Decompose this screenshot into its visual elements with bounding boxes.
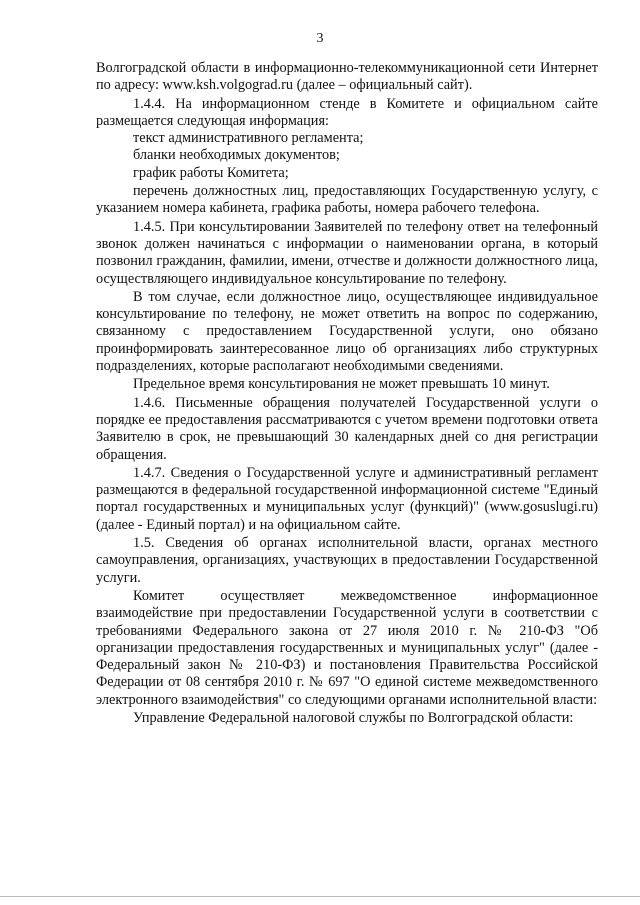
paragraph: Управление Федеральной налоговой службы по Волгоградской области: xyxy=(133,709,574,726)
paragraph: Предельное время консультирования не может превышать 10 минут. xyxy=(133,376,550,393)
paragraph: 1.4.6. Письменные обращения получателей Государственной услуги о порядке ее предоставления рассматриваются с учетом времени подготовки ответа Заявителю в срок, не превышающий 30 календарных дней со дня регистрации обращения. xyxy=(96,394,598,463)
document-body xyxy=(96,60,598,727)
page-number: 3 xyxy=(316,31,324,46)
page-bottom-edge xyxy=(0,896,640,897)
paragraph: перечень должностных лиц, предоставляющих Государственную услугу, с указанием номера кабинета, графика работы, номера рабочего телефона. xyxy=(96,183,598,217)
paragraph: 1.4.7. Сведения о Государственной услуге и административный регламент размещаются в федеральной государственной информационной системе "Единый портал государственных и муниципальных услуг (функций)" (www.gosuslugi.ru) (далее - Единый портал) и на официальном сайте. xyxy=(96,464,598,533)
paragraph: 1.5. Сведения об органах исполнительной власти, органах местного самоуправления, организациях, участвующих в предоставлении Государственной услуги. xyxy=(96,535,598,586)
paragraph: 1.4.5. При консультировании Заявителей по телефону ответ на телефонный звонок должен начинаться с информации о наименовании органа, в который позвонил гражданин, фамилии, имени, отчестве и должности должностного лица, осуществляющего индивидуальное консультирование по телефону. xyxy=(96,218,598,287)
paragraph: Волгоградской области в информационно-телекоммуникационной сети Интернет по адресу: www.ksh.volgograd.ru (далее – официальный сайт). xyxy=(96,60,598,94)
paragraph: В том случае, если должностное лицо, осуществляющее индивидуальное консультирование по телефону, не может ответить на вопрос по содержанию, связанному с предоставлением Государственной услуги, оно обязано проинформировать заинтересованное лицо об организациях либо структурных подразделениях, которые располагают необходимыми сведениями. xyxy=(96,288,598,375)
paragraph: 1.4.4. На информационном стенде в Комитете и официальном сайте размещается следующая информация: xyxy=(96,95,598,129)
list-item: текст административного регламента; xyxy=(133,130,364,147)
paragraph: Комитет осуществляет межведомственное информационное взаимодействие при предоставлении Государственной услуги в соответствии с требованиями Федерального закона от 27 июля 2010 г. № 210-ФЗ "Об организации предоставления государственных и муниципальных услуг" (далее - Федеральный закон № 210-ФЗ) и постановления Правительства Российской Федерации от 08 сентября 2010 г. № 697 "О единой системе межведомственного электронного взаимодействия" со следующими органами исполнительной власти: xyxy=(96,587,598,708)
list-item: график работы Комитета; xyxy=(133,164,289,181)
list-item: бланки необходимых документов; xyxy=(133,147,340,164)
